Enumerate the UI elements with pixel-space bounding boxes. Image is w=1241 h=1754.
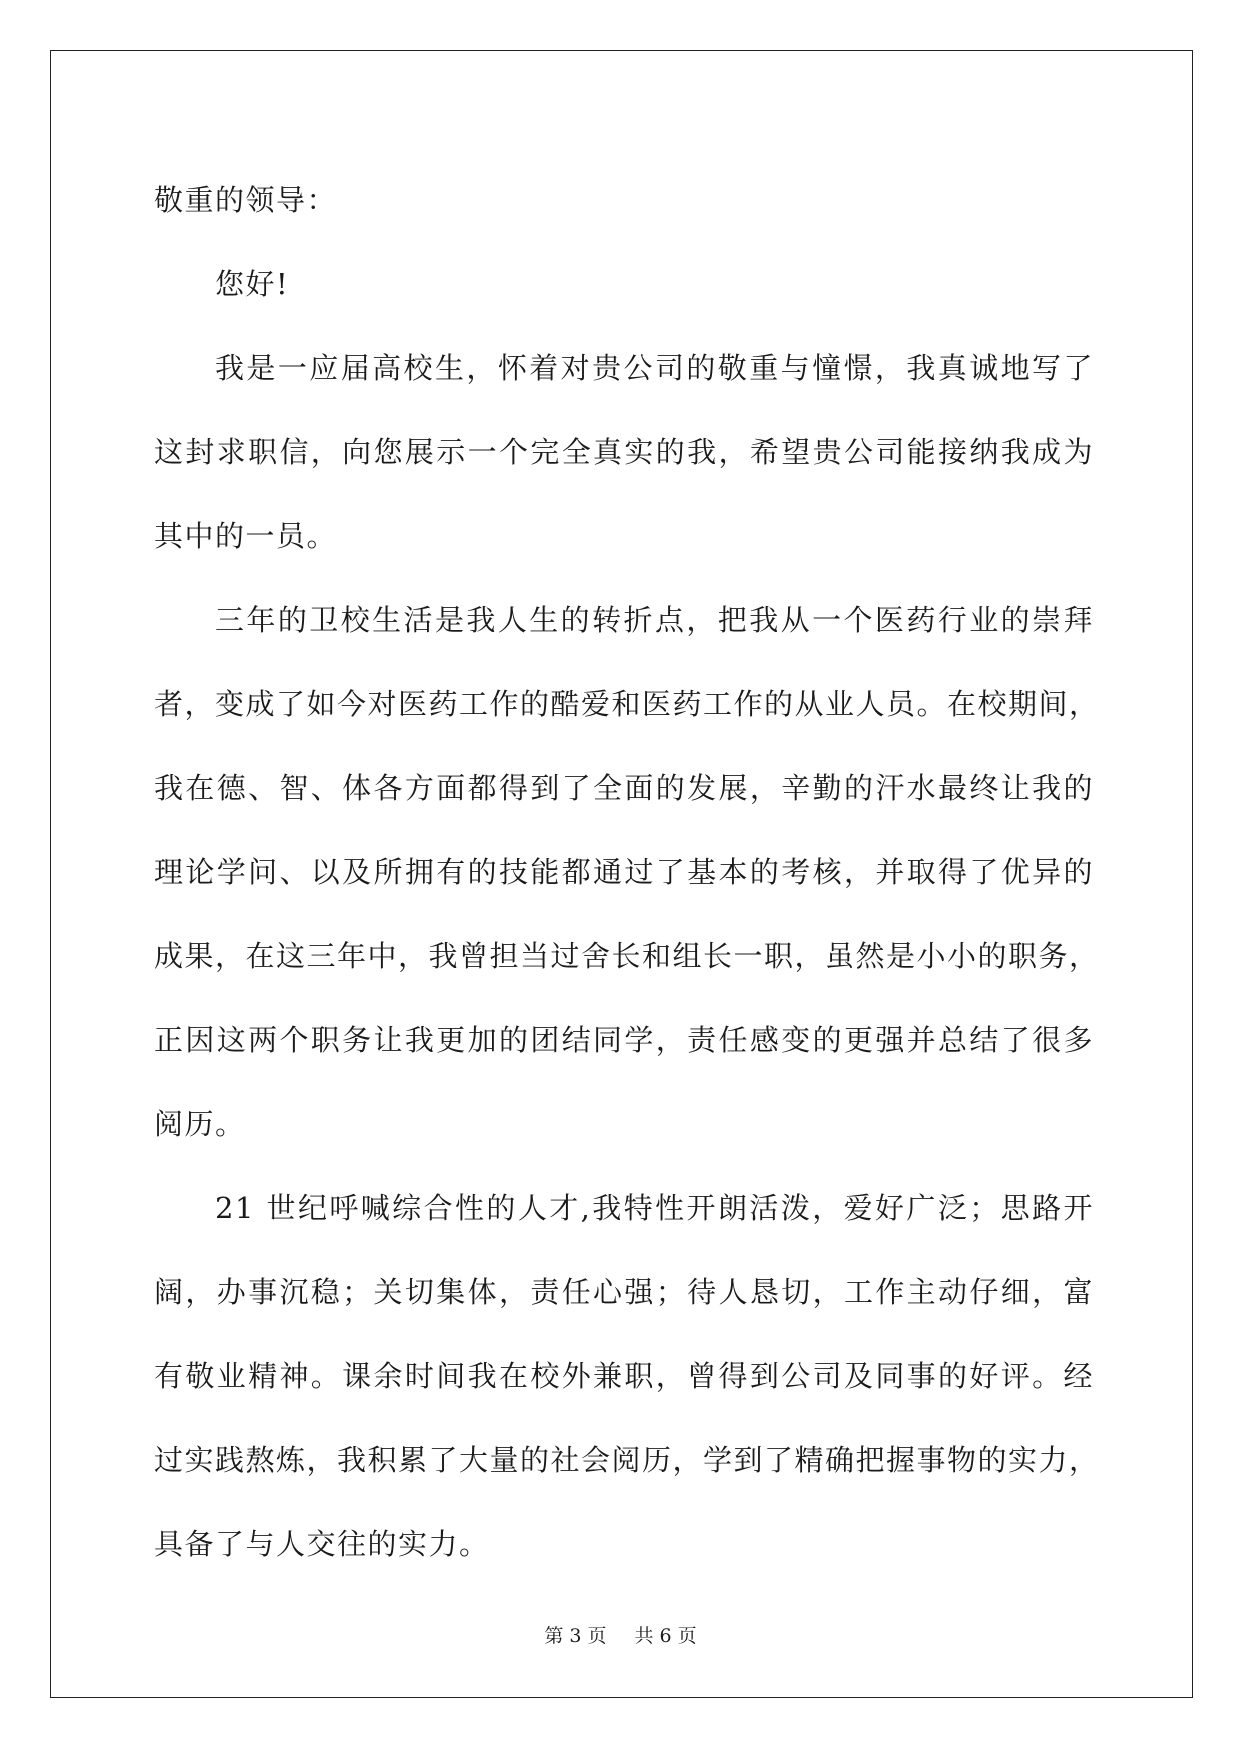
paragraph-line: 21 世纪呼喊综合性的人才,我特性开朗活泼，爱好广泛；思路开 [215,1191,1094,1225]
current-page-label: 第 3 页 [544,1625,607,1647]
paragraph-line: 阔，办事沉稳；关切集体，责任心强；待人恳切，工作主动仔细，富 [154,1275,1094,1309]
paragraph-line: 我在德、智、体各方面都得到了全面的发展，辛勤的汗水最终让我的 [154,771,1094,805]
paragraph-line: 具备了与人交往的实力。 [154,1527,490,1561]
total-pages-label: 共 6 页 [634,1625,697,1647]
paragraph-line: 有敬业精神。课余时间我在校外兼职，曾得到公司及同事的好评。经 [154,1359,1094,1393]
paragraph-line: 成果，在这三年中，我曾担当过舍长和组长一职，虽然是小小的职务， [154,939,1100,973]
paragraph-line: 三年的卫校生活是我人生的转折点，把我从一个医药行业的崇拜 [215,603,1094,637]
salutation: 敬重的领导： [154,183,338,217]
paragraph-line: 过实践熬炼，我积累了大量的社会阅历，学到了精确把握事物的实力， [154,1443,1100,1477]
paragraph-line: 阅历。 [154,1107,246,1141]
paragraph-line: 理论学问、以及所拥有的技能都通过了基本的考核，并取得了优异的 [154,855,1094,889]
greeting: 您好! [215,267,290,301]
paragraph-line: 我是一应届高校生，怀着对贵公司的敬重与憧憬，我真诚地写了 [215,351,1094,385]
letter-body [154,158,1100,1586]
paragraph-line: 其中的一员。 [154,519,338,553]
paragraph-line: 正因这两个职务让我更加的团结同学，责任感变的更强并总结了很多 [154,1023,1094,1057]
paragraph-line: 者，变成了如今对医药工作的酷爱和医药工作的从业人员。在校期间， [154,687,1100,721]
paragraph-line: 这封求职信，向您展示一个完全真实的我，希望贵公司能接纳我成为 [154,435,1094,469]
page-footer [0,1624,1241,1648]
